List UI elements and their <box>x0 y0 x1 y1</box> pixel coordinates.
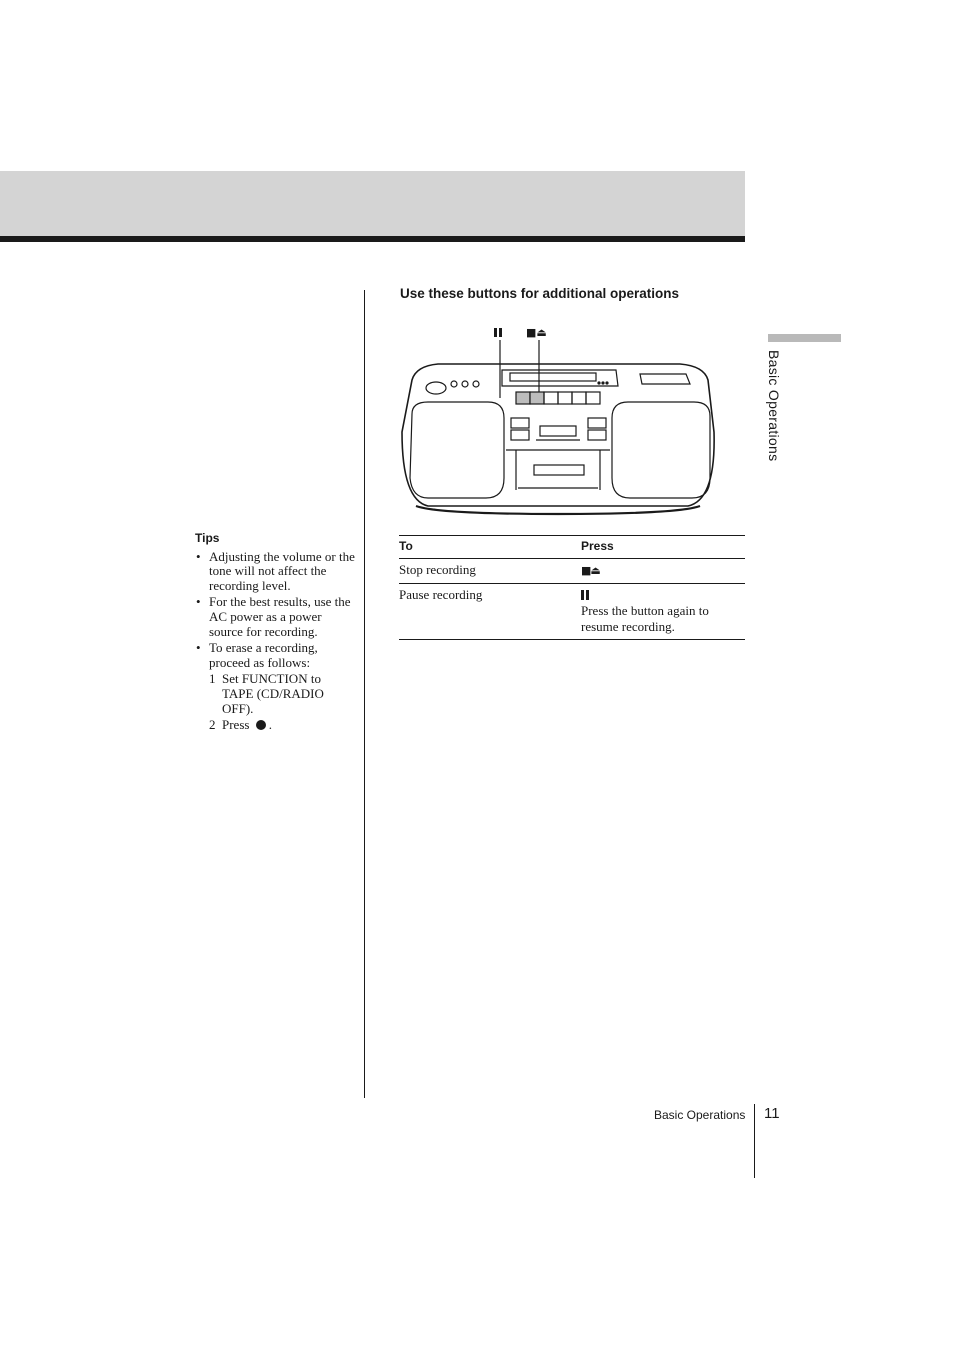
center-display <box>540 426 576 436</box>
step-suffix: . <box>268 717 272 733</box>
tape-button-pause <box>530 392 544 404</box>
step-number: 2 <box>209 717 216 733</box>
pause-icon <box>499 328 502 337</box>
center-button <box>588 418 606 428</box>
boombox-body <box>402 364 714 506</box>
tip-item <box>195 641 355 733</box>
stop-eject-callout-label: ■⏏ <box>526 326 547 339</box>
row-action: Stop recording <box>399 559 581 584</box>
header-band <box>0 171 745 237</box>
erase-step <box>209 672 355 716</box>
step-text: Press <box>222 717 250 733</box>
small-knob <box>462 381 468 387</box>
row-action: Pause recording <box>399 584 581 640</box>
step-number: 1 <box>209 671 216 687</box>
table-header-row <box>399 536 745 559</box>
cd-lid <box>502 370 618 386</box>
tape-button-record <box>516 392 530 404</box>
footer-rule <box>754 1104 755 1178</box>
tip-text: For the best results, use the AC power as a power source for recording. <box>209 594 351 639</box>
footer-section-label: Basic Operations <box>654 1108 746 1122</box>
tips-title: Tips <box>195 531 220 545</box>
bullet: • <box>196 548 201 564</box>
tip-text: Adjusting the volume or the tone will not affect the recording level. <box>209 548 355 593</box>
row-press <box>581 559 745 584</box>
right-speaker <box>612 402 710 498</box>
erase-step <box>209 718 355 733</box>
cd-window <box>510 373 596 381</box>
center-button <box>511 430 529 440</box>
side-section-label: Basic Operations <box>766 350 782 462</box>
side-tab-marker <box>768 334 841 342</box>
tips-list <box>195 550 355 733</box>
step-text: Set FUNCTION to TAPE (CD/RADIO OFF). <box>222 671 324 716</box>
section-title: Use these buttons for additional operations <box>400 286 680 301</box>
pause-icon <box>581 590 590 600</box>
column-divider <box>364 290 365 1098</box>
left-speaker <box>410 402 504 498</box>
tape-button <box>586 392 600 404</box>
erase-steps <box>209 672 355 732</box>
stop-eject-symbol: ■⏏ <box>581 564 600 577</box>
tip-item <box>195 595 355 639</box>
table-row <box>399 559 745 584</box>
record-dot-icon <box>256 720 266 730</box>
row-note: Press the button again to resume recording. <box>581 603 709 634</box>
row-press <box>581 584 745 640</box>
bullet: • <box>196 594 201 610</box>
center-button <box>588 430 606 440</box>
table-row <box>399 584 745 640</box>
tape-button <box>544 392 558 404</box>
column-header-press: Press <box>581 536 745 559</box>
tape-button <box>558 392 572 404</box>
center-button <box>511 418 529 428</box>
tip-text: To erase a recording, proceed as follows: <box>209 640 318 670</box>
tape-button <box>572 392 586 404</box>
pause-icon <box>494 328 497 337</box>
column-header-to: To <box>399 536 581 559</box>
operations-table <box>399 535 745 640</box>
handle-detail <box>640 374 690 384</box>
boombox-illustration <box>398 322 718 518</box>
knob <box>426 382 446 394</box>
small-knob <box>451 381 457 387</box>
page-number: 11 <box>764 1105 780 1122</box>
small-knob <box>473 381 479 387</box>
tips-box <box>195 531 355 735</box>
header-rule <box>0 236 745 242</box>
tip-item <box>195 550 355 594</box>
cassette-slot <box>534 465 584 475</box>
boombox-base <box>416 506 700 514</box>
bullet: • <box>196 640 201 656</box>
